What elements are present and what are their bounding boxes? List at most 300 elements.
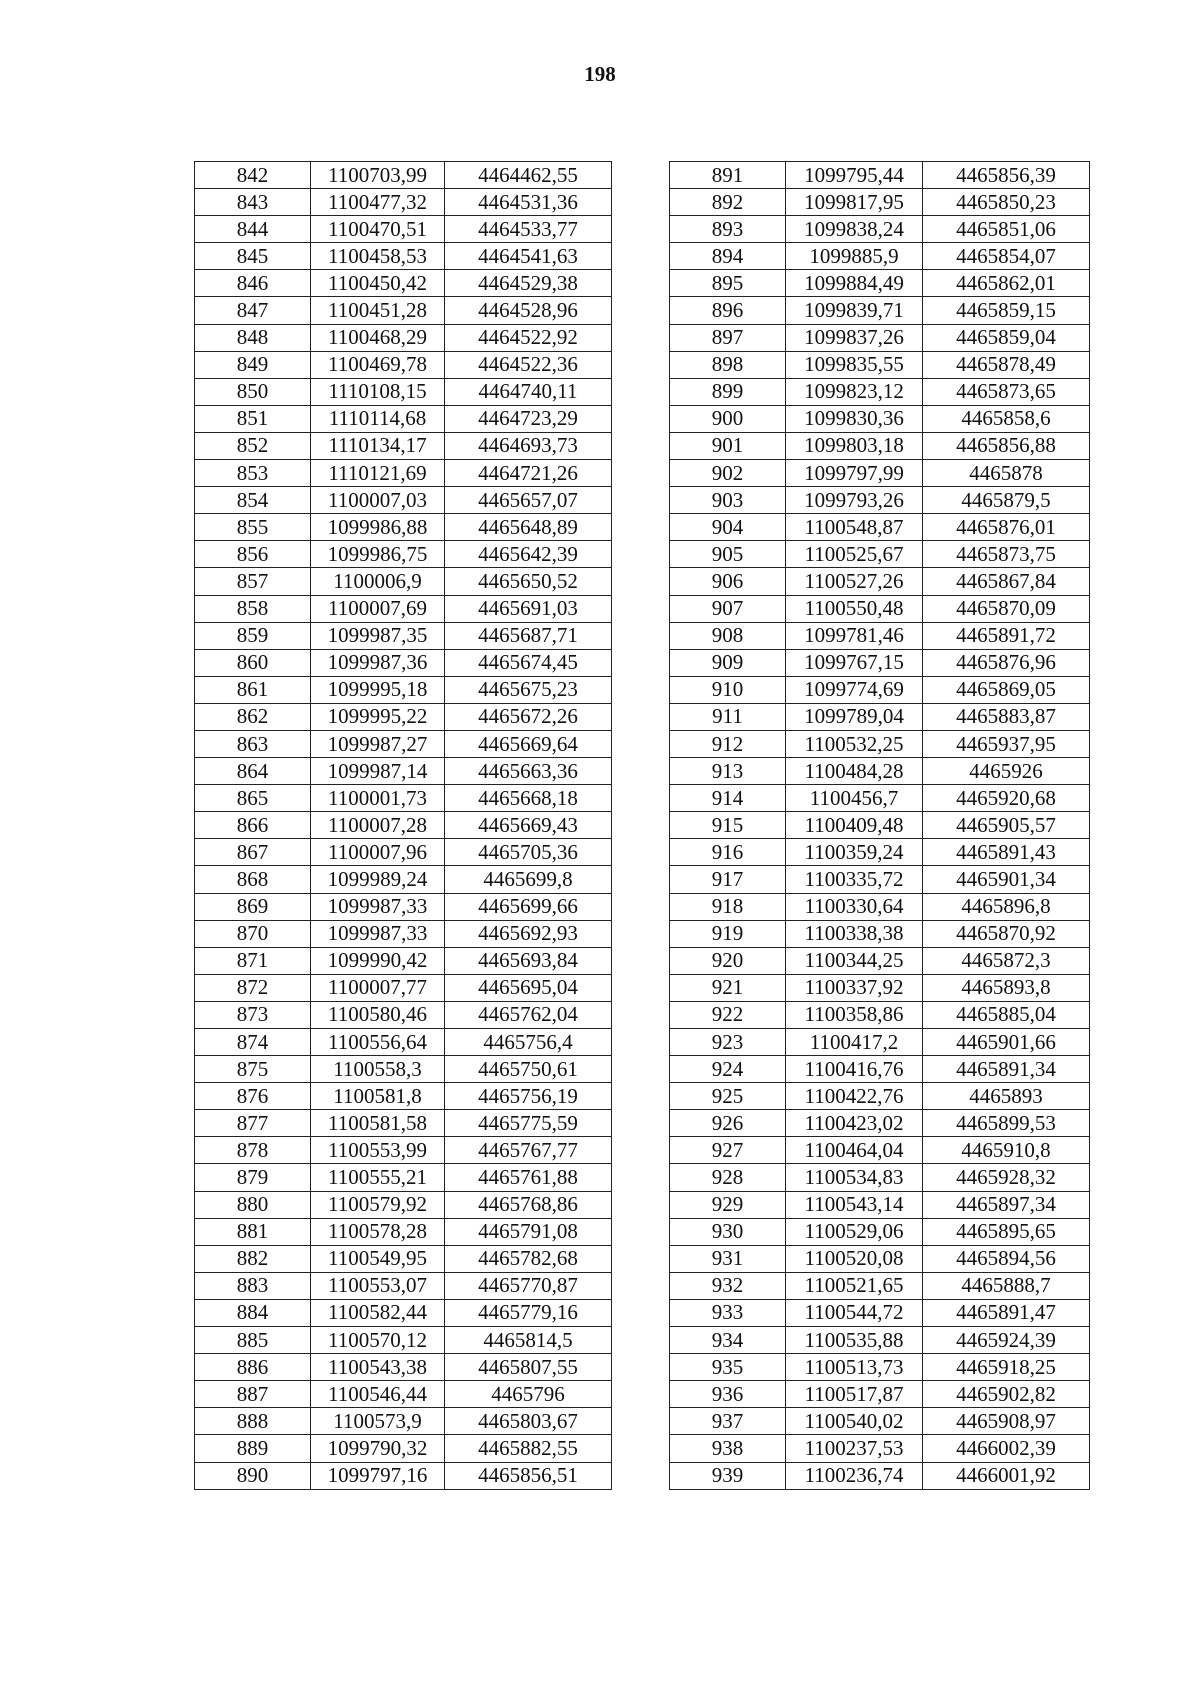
point-number-cell: 915	[670, 812, 786, 839]
table-row	[670, 487, 1090, 514]
table-row	[195, 785, 612, 812]
x-coordinate-cell: 1100007,69	[311, 595, 445, 622]
x-coordinate-cell: 1100477,32	[311, 189, 445, 216]
x-coordinate-cell: 1100529,06	[786, 1218, 923, 1245]
table-row	[195, 1083, 612, 1110]
point-number-cell: 887	[195, 1381, 311, 1408]
point-number-cell: 905	[670, 541, 786, 568]
x-coordinate-cell: 1100335,72	[786, 866, 923, 893]
y-coordinate-cell: 4465674,45	[445, 649, 612, 676]
y-coordinate-cell: 4465899,53	[923, 1110, 1090, 1137]
point-number-cell: 867	[195, 839, 311, 866]
x-coordinate-cell: 1100359,24	[786, 839, 923, 866]
point-number-cell: 938	[670, 1435, 786, 1462]
point-number-cell: 939	[670, 1462, 786, 1489]
x-coordinate-cell: 1099790,32	[311, 1435, 445, 1462]
x-coordinate-cell: 1100553,07	[311, 1272, 445, 1299]
x-coordinate-cell: 1100464,04	[786, 1137, 923, 1164]
point-number-cell: 911	[670, 703, 786, 730]
y-coordinate-cell: 4465867,84	[923, 568, 1090, 595]
y-coordinate-cell: 4465859,15	[923, 297, 1090, 324]
point-number-cell: 909	[670, 649, 786, 676]
point-number-cell: 928	[670, 1164, 786, 1191]
y-coordinate-cell: 4465859,04	[923, 324, 1090, 351]
y-coordinate-cell: 4465891,43	[923, 839, 1090, 866]
table-row	[670, 351, 1090, 378]
x-coordinate-cell: 1099987,36	[311, 649, 445, 676]
table-row	[195, 216, 612, 243]
point-number-cell: 893	[670, 216, 786, 243]
table-row	[670, 1191, 1090, 1218]
point-number-cell: 857	[195, 568, 311, 595]
table-row	[670, 1272, 1090, 1299]
x-coordinate-cell: 1099884,49	[786, 270, 923, 297]
coordinates-table-left	[194, 161, 612, 1490]
x-coordinate-cell: 1100520,08	[786, 1245, 923, 1272]
point-number-cell: 896	[670, 297, 786, 324]
table-row	[195, 1191, 612, 1218]
point-number-cell: 873	[195, 1001, 311, 1028]
point-number-cell: 858	[195, 595, 311, 622]
point-number-cell: 932	[670, 1272, 786, 1299]
x-coordinate-cell: 1099823,12	[786, 378, 923, 405]
x-coordinate-cell: 1099767,15	[786, 649, 923, 676]
table-row	[670, 1029, 1090, 1056]
point-number-cell: 917	[670, 866, 786, 893]
y-coordinate-cell: 4465705,36	[445, 839, 612, 866]
y-coordinate-cell: 4465873,75	[923, 541, 1090, 568]
y-coordinate-cell: 4465807,55	[445, 1354, 612, 1381]
y-coordinate-cell: 4465775,59	[445, 1110, 612, 1137]
table-row	[195, 297, 612, 324]
y-coordinate-cell: 4465770,87	[445, 1272, 612, 1299]
point-number-cell: 860	[195, 649, 311, 676]
x-coordinate-cell: 1100007,96	[311, 839, 445, 866]
point-number-cell: 914	[670, 785, 786, 812]
x-coordinate-cell: 1100703,99	[311, 162, 445, 189]
table-row	[195, 1029, 612, 1056]
table-row	[195, 893, 612, 920]
y-coordinate-cell: 4465924,39	[923, 1327, 1090, 1354]
y-coordinate-cell: 4465796	[445, 1381, 612, 1408]
point-number-cell: 884	[195, 1299, 311, 1326]
x-coordinate-cell: 1100581,8	[311, 1083, 445, 1110]
point-number-cell: 869	[195, 893, 311, 920]
x-coordinate-cell: 1100525,67	[786, 541, 923, 568]
y-coordinate-cell: 4464522,92	[445, 324, 612, 351]
table-row	[670, 1408, 1090, 1435]
x-coordinate-cell: 1100535,88	[786, 1327, 923, 1354]
table-row	[670, 270, 1090, 297]
x-coordinate-cell: 1100006,9	[311, 568, 445, 595]
point-number-cell: 859	[195, 622, 311, 649]
y-coordinate-cell: 4465870,92	[923, 920, 1090, 947]
point-number-cell: 870	[195, 920, 311, 947]
table-row	[195, 974, 612, 1001]
table-row	[670, 1435, 1090, 1462]
table-row	[670, 1354, 1090, 1381]
table-row	[195, 243, 612, 270]
point-number-cell: 907	[670, 595, 786, 622]
point-number-cell: 919	[670, 920, 786, 947]
y-coordinate-cell: 4465878	[923, 460, 1090, 487]
table-row	[670, 649, 1090, 676]
point-number-cell: 874	[195, 1029, 311, 1056]
x-coordinate-cell: 1100236,74	[786, 1462, 923, 1489]
y-coordinate-cell: 4465891,72	[923, 622, 1090, 649]
point-number-cell: 868	[195, 866, 311, 893]
x-coordinate-cell: 1099781,46	[786, 622, 923, 649]
x-coordinate-cell: 1100544,72	[786, 1299, 923, 1326]
y-coordinate-cell: 4465668,18	[445, 785, 612, 812]
coordinates-table-right	[669, 161, 1090, 1490]
y-coordinate-cell: 4465814,5	[445, 1327, 612, 1354]
table-row	[195, 460, 612, 487]
x-coordinate-cell: 1100237,53	[786, 1435, 923, 1462]
point-number-cell: 925	[670, 1083, 786, 1110]
y-coordinate-cell: 4464522,36	[445, 351, 612, 378]
point-number-cell: 912	[670, 730, 786, 757]
table-row	[195, 703, 612, 730]
x-coordinate-cell: 1100549,95	[311, 1245, 445, 1272]
y-coordinate-cell: 4464462,55	[445, 162, 612, 189]
y-coordinate-cell: 4465692,93	[445, 920, 612, 947]
coordinates-table-body	[195, 162, 612, 1490]
x-coordinate-cell: 1100540,02	[786, 1408, 923, 1435]
x-coordinate-cell: 1100527,26	[786, 568, 923, 595]
y-coordinate-cell: 4465896,8	[923, 893, 1090, 920]
page-number: 198	[584, 62, 616, 86]
x-coordinate-cell: 1100337,92	[786, 974, 923, 1001]
table-row	[195, 1462, 612, 1489]
y-coordinate-cell: 4465895,65	[923, 1218, 1090, 1245]
point-number-cell: 890	[195, 1462, 311, 1489]
x-coordinate-cell: 1099987,14	[311, 758, 445, 785]
y-coordinate-cell: 4464740,11	[445, 378, 612, 405]
x-coordinate-cell: 1100330,64	[786, 893, 923, 920]
x-coordinate-cell: 1100468,29	[311, 324, 445, 351]
x-coordinate-cell: 1100422,76	[786, 1083, 923, 1110]
y-coordinate-cell: 4465856,51	[445, 1462, 612, 1489]
x-coordinate-cell: 1100416,76	[786, 1056, 923, 1083]
point-number-cell: 929	[670, 1191, 786, 1218]
point-number-cell: 862	[195, 703, 311, 730]
table-row	[670, 920, 1090, 947]
x-coordinate-cell: 1100550,48	[786, 595, 923, 622]
table-row	[195, 1218, 612, 1245]
point-number-cell: 877	[195, 1110, 311, 1137]
x-coordinate-cell: 1099995,22	[311, 703, 445, 730]
x-coordinate-cell: 1100543,14	[786, 1191, 923, 1218]
y-coordinate-cell: 4465891,47	[923, 1299, 1090, 1326]
point-number-cell: 872	[195, 974, 311, 1001]
y-coordinate-cell: 4465657,07	[445, 487, 612, 514]
x-coordinate-cell: 1099838,24	[786, 216, 923, 243]
point-number-cell: 846	[195, 270, 311, 297]
point-number-cell: 898	[670, 351, 786, 378]
table-row	[195, 1056, 612, 1083]
x-coordinate-cell: 1100344,25	[786, 947, 923, 974]
y-coordinate-cell: 4465905,57	[923, 812, 1090, 839]
y-coordinate-cell: 4465691,03	[445, 595, 612, 622]
point-number-cell: 856	[195, 541, 311, 568]
x-coordinate-cell: 1100417,2	[786, 1029, 923, 1056]
y-coordinate-cell: 4465695,04	[445, 974, 612, 1001]
table-row	[670, 1245, 1090, 1272]
table-row	[670, 243, 1090, 270]
x-coordinate-cell: 1099987,35	[311, 622, 445, 649]
x-coordinate-cell: 1100409,48	[786, 812, 923, 839]
point-number-cell: 916	[670, 839, 786, 866]
point-number-cell: 889	[195, 1435, 311, 1462]
table-row	[195, 676, 612, 703]
y-coordinate-cell: 4465803,67	[445, 1408, 612, 1435]
x-coordinate-cell: 1100578,28	[311, 1218, 445, 1245]
y-coordinate-cell: 4465926	[923, 758, 1090, 785]
x-coordinate-cell: 1110114,68	[311, 405, 445, 432]
x-coordinate-cell: 1100001,73	[311, 785, 445, 812]
y-coordinate-cell: 4465869,05	[923, 676, 1090, 703]
point-number-cell: 926	[670, 1110, 786, 1137]
y-coordinate-cell: 4464723,29	[445, 405, 612, 432]
point-number-cell: 903	[670, 487, 786, 514]
x-coordinate-cell: 1100358,86	[786, 1001, 923, 1028]
x-coordinate-cell: 1100458,53	[311, 243, 445, 270]
point-number-cell: 848	[195, 324, 311, 351]
table-row	[670, 1462, 1090, 1489]
table-row	[670, 216, 1090, 243]
x-coordinate-cell: 1100548,87	[786, 514, 923, 541]
x-coordinate-cell: 1100451,28	[311, 297, 445, 324]
y-coordinate-cell: 4465856,88	[923, 432, 1090, 459]
point-number-cell: 852	[195, 432, 311, 459]
y-coordinate-cell: 4465901,66	[923, 1029, 1090, 1056]
table-row	[670, 405, 1090, 432]
y-coordinate-cell: 4465767,77	[445, 1137, 612, 1164]
x-coordinate-cell: 1100570,12	[311, 1327, 445, 1354]
table-row	[670, 785, 1090, 812]
x-coordinate-cell: 1099987,33	[311, 920, 445, 947]
y-coordinate-cell: 4465672,26	[445, 703, 612, 730]
point-number-cell: 876	[195, 1083, 311, 1110]
x-coordinate-cell: 1099989,24	[311, 866, 445, 893]
x-coordinate-cell: 1099817,95	[786, 189, 923, 216]
table-row	[670, 162, 1090, 189]
x-coordinate-cell: 1110108,15	[311, 378, 445, 405]
table-row	[195, 649, 612, 676]
table-row	[195, 839, 612, 866]
point-number-cell: 894	[670, 243, 786, 270]
y-coordinate-cell: 4465687,71	[445, 622, 612, 649]
point-number-cell: 847	[195, 297, 311, 324]
table-row	[195, 1299, 612, 1326]
y-coordinate-cell: 4465791,08	[445, 1218, 612, 1245]
x-coordinate-cell: 1100558,3	[311, 1056, 445, 1083]
x-coordinate-cell: 1100546,44	[311, 1381, 445, 1408]
table-row	[670, 866, 1090, 893]
table-row	[195, 1001, 612, 1028]
table-row	[670, 730, 1090, 757]
point-number-cell: 883	[195, 1272, 311, 1299]
point-number-cell: 934	[670, 1327, 786, 1354]
point-number-cell: 935	[670, 1354, 786, 1381]
point-number-cell: 881	[195, 1218, 311, 1245]
table-row	[195, 324, 612, 351]
y-coordinate-cell: 4465910,8	[923, 1137, 1090, 1164]
table-row	[195, 1164, 612, 1191]
point-number-cell: 886	[195, 1354, 311, 1381]
table-row	[195, 514, 612, 541]
y-coordinate-cell: 4465761,88	[445, 1164, 612, 1191]
y-coordinate-cell: 4465928,32	[923, 1164, 1090, 1191]
point-number-cell: 921	[670, 974, 786, 1001]
x-coordinate-cell: 1099986,88	[311, 514, 445, 541]
y-coordinate-cell: 4465850,23	[923, 189, 1090, 216]
x-coordinate-cell: 1100543,38	[311, 1354, 445, 1381]
y-coordinate-cell: 4465873,65	[923, 378, 1090, 405]
table-row	[195, 351, 612, 378]
table-row	[670, 1001, 1090, 1028]
y-coordinate-cell: 4464721,26	[445, 460, 612, 487]
y-coordinate-cell: 4465768,86	[445, 1191, 612, 1218]
table-row	[195, 947, 612, 974]
x-coordinate-cell: 1100007,77	[311, 974, 445, 1001]
y-coordinate-cell: 4465699,8	[445, 866, 612, 893]
y-coordinate-cell: 4465756,19	[445, 1083, 612, 1110]
point-number-cell: 845	[195, 243, 311, 270]
table-row	[670, 947, 1090, 974]
point-number-cell: 930	[670, 1218, 786, 1245]
table-row	[195, 1354, 612, 1381]
table-row	[195, 1327, 612, 1354]
y-coordinate-cell: 4465872,3	[923, 947, 1090, 974]
y-coordinate-cell: 4464533,77	[445, 216, 612, 243]
y-coordinate-cell: 4465699,66	[445, 893, 612, 920]
point-number-cell: 906	[670, 568, 786, 595]
point-number-cell: 937	[670, 1408, 786, 1435]
table-row	[195, 1435, 612, 1462]
x-coordinate-cell: 1099986,75	[311, 541, 445, 568]
point-number-cell: 936	[670, 1381, 786, 1408]
point-number-cell: 854	[195, 487, 311, 514]
point-number-cell: 899	[670, 378, 786, 405]
table-row	[195, 1137, 612, 1164]
point-number-cell: 851	[195, 405, 311, 432]
x-coordinate-cell: 1099774,69	[786, 676, 923, 703]
point-number-cell: 931	[670, 1245, 786, 1272]
point-number-cell: 853	[195, 460, 311, 487]
y-coordinate-cell: 4465937,95	[923, 730, 1090, 757]
x-coordinate-cell: 1100581,58	[311, 1110, 445, 1137]
x-coordinate-cell: 1099789,04	[786, 703, 923, 730]
y-coordinate-cell: 4465885,04	[923, 1001, 1090, 1028]
table-row	[670, 839, 1090, 866]
point-number-cell: 880	[195, 1191, 311, 1218]
x-coordinate-cell: 1100470,51	[311, 216, 445, 243]
x-coordinate-cell: 1099837,26	[786, 324, 923, 351]
y-coordinate-cell: 4465901,34	[923, 866, 1090, 893]
point-number-cell: 900	[670, 405, 786, 432]
x-coordinate-cell: 1099885,9	[786, 243, 923, 270]
table-row	[670, 1327, 1090, 1354]
y-coordinate-cell: 4465762,04	[445, 1001, 612, 1028]
table-row	[195, 568, 612, 595]
y-coordinate-cell: 4465891,34	[923, 1056, 1090, 1083]
table-row	[670, 595, 1090, 622]
point-number-cell: 892	[670, 189, 786, 216]
point-number-cell: 865	[195, 785, 311, 812]
table-row	[670, 703, 1090, 730]
x-coordinate-cell: 1099830,36	[786, 405, 923, 432]
x-coordinate-cell: 1100456,7	[786, 785, 923, 812]
y-coordinate-cell: 4465878,49	[923, 351, 1090, 378]
table-row	[195, 920, 612, 947]
y-coordinate-cell: 4465648,89	[445, 514, 612, 541]
table-row	[670, 676, 1090, 703]
point-number-cell: 891	[670, 162, 786, 189]
point-number-cell: 910	[670, 676, 786, 703]
table-row	[195, 1381, 612, 1408]
x-coordinate-cell: 1100553,99	[311, 1137, 445, 1164]
y-coordinate-cell: 4465883,87	[923, 703, 1090, 730]
table-row	[670, 1218, 1090, 1245]
point-number-cell: 863	[195, 730, 311, 757]
table-row	[670, 1137, 1090, 1164]
y-coordinate-cell: 4465876,01	[923, 514, 1090, 541]
point-number-cell: 902	[670, 460, 786, 487]
y-coordinate-cell: 4465870,09	[923, 595, 1090, 622]
x-coordinate-cell: 1100338,38	[786, 920, 923, 947]
y-coordinate-cell: 4465669,43	[445, 812, 612, 839]
point-number-cell: 888	[195, 1408, 311, 1435]
point-number-cell: 842	[195, 162, 311, 189]
table-row	[195, 378, 612, 405]
table-row	[195, 487, 612, 514]
x-coordinate-cell: 1100579,92	[311, 1191, 445, 1218]
y-coordinate-cell: 4465669,64	[445, 730, 612, 757]
point-number-cell: 882	[195, 1245, 311, 1272]
table-row	[670, 622, 1090, 649]
y-coordinate-cell: 4465650,52	[445, 568, 612, 595]
y-coordinate-cell: 4465854,07	[923, 243, 1090, 270]
point-number-cell: 927	[670, 1137, 786, 1164]
x-coordinate-cell: 1099987,33	[311, 893, 445, 920]
point-number-cell: 924	[670, 1056, 786, 1083]
y-coordinate-cell: 4464528,96	[445, 297, 612, 324]
table-row	[195, 405, 612, 432]
table-row	[670, 378, 1090, 405]
x-coordinate-cell: 1099839,71	[786, 297, 923, 324]
y-coordinate-cell: 4465918,25	[923, 1354, 1090, 1381]
x-coordinate-cell: 1099793,26	[786, 487, 923, 514]
table-row	[195, 541, 612, 568]
table-row	[670, 460, 1090, 487]
y-coordinate-cell: 4465858,6	[923, 405, 1090, 432]
table-row	[670, 1299, 1090, 1326]
table-row	[670, 812, 1090, 839]
x-coordinate-cell: 1100556,64	[311, 1029, 445, 1056]
y-coordinate-cell: 4465862,01	[923, 270, 1090, 297]
x-coordinate-cell: 1100534,83	[786, 1164, 923, 1191]
x-coordinate-cell: 1100580,46	[311, 1001, 445, 1028]
table-row	[195, 1110, 612, 1137]
x-coordinate-cell: 1099797,99	[786, 460, 923, 487]
point-number-cell: 875	[195, 1056, 311, 1083]
table-row	[195, 270, 612, 297]
point-number-cell: 849	[195, 351, 311, 378]
y-coordinate-cell: 4465856,39	[923, 162, 1090, 189]
y-coordinate-cell: 4464693,73	[445, 432, 612, 459]
